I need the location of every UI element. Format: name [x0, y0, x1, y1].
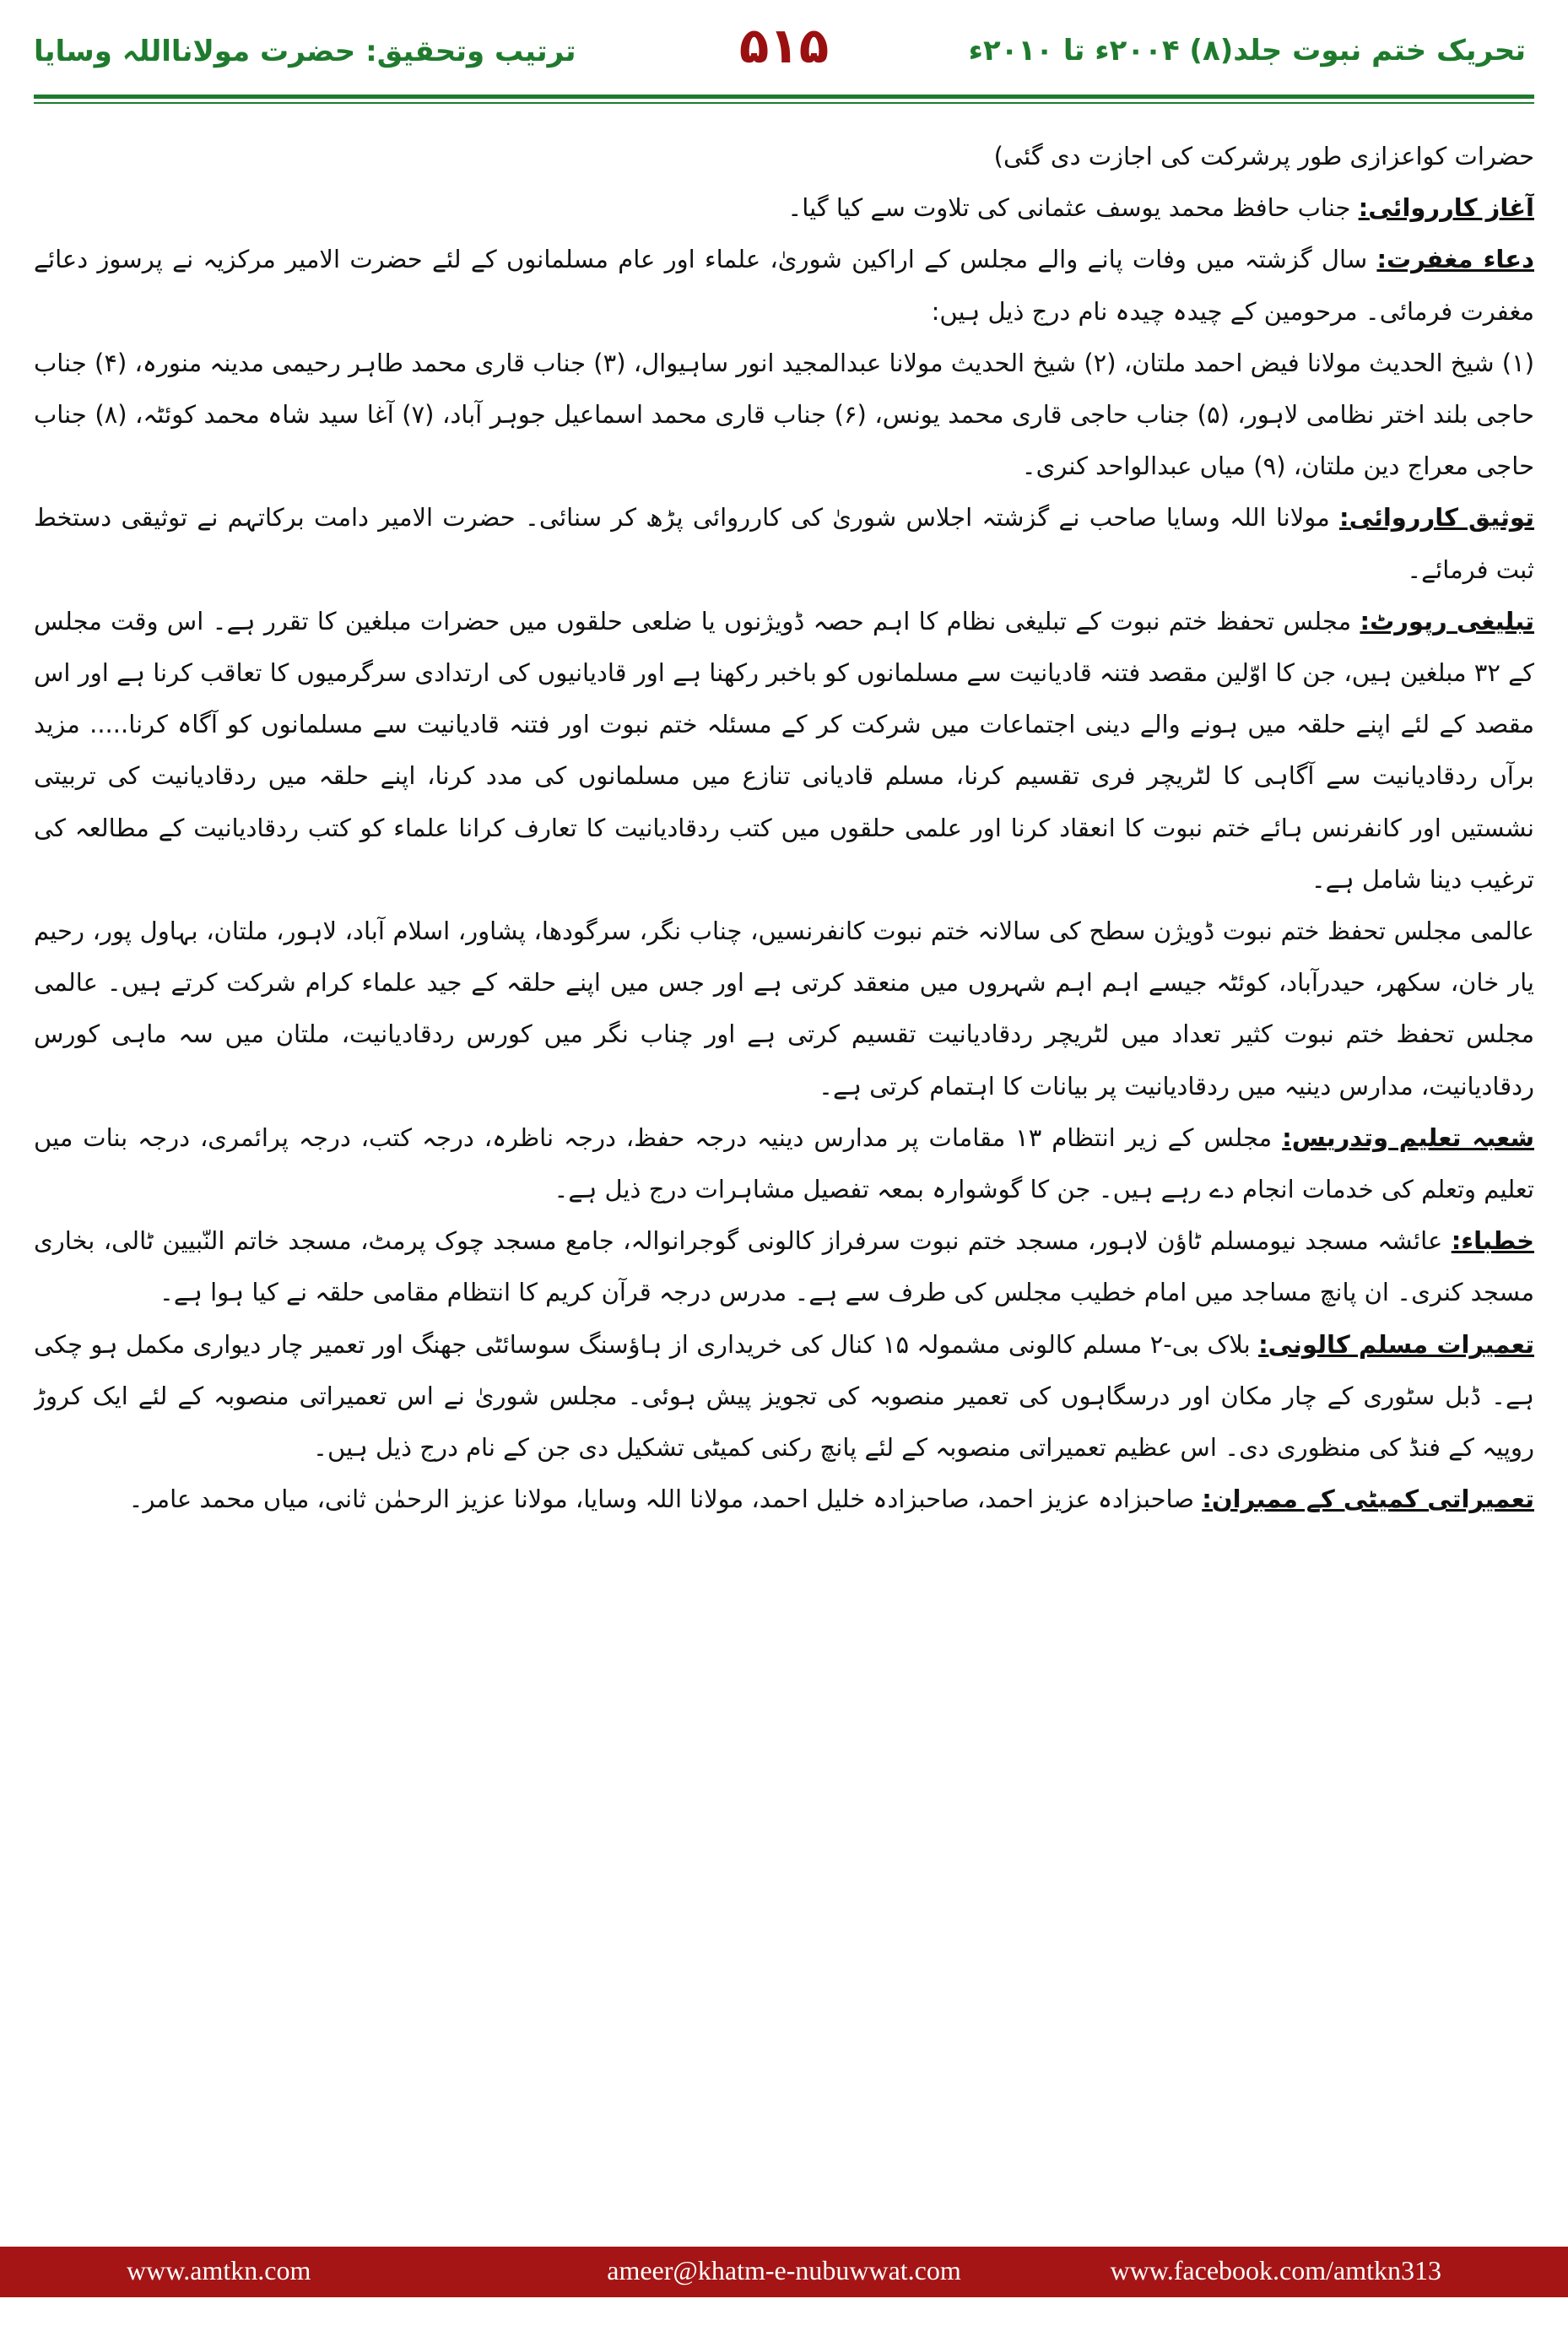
heading-confirmation: توثیق کارروائی: [1339, 503, 1534, 533]
paragraph-tablighi-report [34, 596, 1534, 906]
page-footer [0, 2247, 1568, 2297]
series-title: تحریک ختم نبوت جلد(۸) ۲۰۰۴ء تا ۲۰۱۰ء [968, 34, 1526, 68]
email-link[interactable]: ameer@khatm-e-nubuwwat.com [607, 2255, 961, 2285]
heading-tablighi-report: تبلیغی رپورٹ: [1360, 606, 1534, 636]
heading-prayer: دعاء مغفرت: [1376, 245, 1534, 274]
paragraph-deceased-list: (۱) شیخ الحدیث مولانا فیض احمد ملتان، (۲) شیخ الحدیث مولانا عبدالمجید انور ساہیوال، (۳) جناب قاری محمد طاہر رحیمی مدینہ منورہ، (۴) جناب حاجی بلند اختر نظامی لاہور، (۵) جناب حاجی قاری محمد یونس، (۶) جناب قاری محمد اسماعیل جوہر آباد، (۷) آغا سید شاہ محمد کوئٹہ، (۸) جناب حاجی معراج دین ملتان، (۹) میاں عبدالواحد کنری۔ [34, 348, 1534, 481]
text-opening: جناب حافظ محمد یوسف عثمانی کی تلاوت سے کیا گیا۔ [787, 193, 1359, 223]
paragraph-construction [34, 1319, 1534, 1474]
text-construction: بلاک بی-۲ مسلم کالونی مشمولہ ۱۵ کنال کی خریداری از ہاؤسنگ سوسائٹی جھنگ اور تعمیر چار دیواری مکمل ہو چکی ہے۔ ڈبل سٹوری کے چار مکان اور درسگاہوں کی تعمیر منصوبہ کی تجویز پیش ہوئی۔ مجلس شوریٰ نے اس تعمیراتی منصوبہ کے لئے ایک کروڑ روپیہ کے فنڈ کی منظوری دی۔ اس عظیم تعمیراتی منصوبہ کے لئے پانچ رکنی کمیٹی تشکیل دی جن کے نام درج ذیل ہیں۔ [34, 1329, 1534, 1463]
text-confirmation: مولانا اللہ وسایا صاحب نے گزشتہ اجلاس شوریٰ کی کارروائی پڑھ کر سنائی۔ حضرت الامیر دامت برکاتہم نے توثیقی دستخط ثبت فرمائے۔ [34, 503, 1534, 584]
text-education: مجلس کے زیر انتظام ۱۳ مقامات پر مدارس دینیہ درجہ حفظ، درجہ ناظرہ، درجہ کتب، درجہ پرائمری، درجہ بنات میں تعلیم وتعلم کی خدمات انجام دے رہے ہیں۔ جن کا گوشوارہ بمعہ تفصیل مشاہرات درج ذیل ہے۔ [34, 1122, 1534, 1204]
paragraph-khutaba [34, 1215, 1534, 1318]
paragraph-committee [34, 1474, 1534, 1525]
paragraph-opening [34, 182, 1534, 234]
paragraph-education [34, 1112, 1534, 1215]
facebook-link[interactable]: www.facebook.com/amtkn313 [1110, 2255, 1441, 2285]
paragraph-conferences: عالمی مجلس تحفظ ختم نبوت ڈویژن سطح کی سالانہ ختم نبوت کانفرنسیں، چناب نگر، سرگودھا، پشاور، اسلام آباد، لاہور، ملتان، بہاول پور، رحیم یار خان، سکھر، حیدرآباد، کوئٹہ جیسے اہم اہم شہروں میں منعقد کرتی ہے اور جس میں اپنے حلقہ کے جید علماء کرام شرکت کرتے ہیں۔ عالمی مجلس تحفظ ختم نبوت کثیر تعداد میں لٹریچر ردقادیانیت تقسیم کرتی ہے اور چناب نگر میں کورس ردقادیانیت، ملتان میں سہ ماہی کورس ردقادیانیت، مدارس دینیہ میں ردقادیانیت پر بیانات کا اہتمام کرتی ہے۔ [34, 917, 1534, 1101]
page-number: ۵۱۵ [738, 17, 830, 74]
heading-khutaba: خطباء: [1451, 1226, 1534, 1256]
text-khutaba: عائشہ مسجد نیومسلم ٹاؤن لاہور، مسجد ختم نبوت سرفراز کالونی گوجرانوالہ، جامع مسجد چوک پرمٹ، مسجد خاتم النّبیین ٹالی، بخاری مسجد کنری۔ ان پانچ مساجد میں امام خطیب مجلس کی طرف سے ہے۔ مدرس درجہ قرآن کریم کا انتظام مقامی حلقہ نے کیا ہوا ہے۔ [34, 1226, 1534, 1307]
text-tablighi-report: مجلس تحفظ ختم نبوت کے تبلیغی نظام کا اہم حصہ ڈویژنوں یا ضلعی حلقوں میں حضرات مبلغین کا تقرر ہے۔ اس وقت مجلس کے ۳۲ مبلغین ہیں، جن کا اوّلین مقصد فتنہ قادیانیت سے مسلمانوں کو باخبر رکھنا ہے اور قادیانیوں کی ارتدادی سرگرمیوں کا تعاقب کرنا ہے اور اس مقصد کے لئے اپنے حلقہ میں ہونے والے دینی اجتماعات میں شرکت کر کے مسئلہ ختم نبوت اور فتنہ قادیانیت سے مسلمانوں کو آگاہ کرنا..... مزید برآں ردقادیانیت سے آگاہی کا لٹریچر فری تقسیم کرنا، مسلم قادیانی تنازع میں مسلمانوں کی مدد کرنا، اپنے حلقہ میں ردقادیانیت کی تربیتی نشستیں اور کانفرنس ہائے ختم نبوت کا انعقاد کرنا اور علمی حلقوں میں کتب ردقادیانیت کا تعارف کرانا علماء کو کتب ردقادیانیت کے مطالعہ کی ترغیب دینا شامل ہے۔ [34, 606, 1534, 894]
heading-committee: تعمیراتی کمیٹی کے ممبران: [1202, 1485, 1534, 1514]
heading-education: شعبہ تعلیم وتدریس: [1282, 1122, 1534, 1152]
paragraph-confirmation [34, 492, 1534, 595]
heading-opening: آغاز کارروائی: [1358, 193, 1534, 223]
text-committee: صاحبزادہ عزیز احمد، صاحبزادہ خلیل احمد، مولانا اللہ وسایا، مولانا عزیز الرحمٰن ثانی، میاں محمد عامر۔ [128, 1485, 1203, 1514]
page-header [0, 0, 1568, 127]
paragraph-prayer [34, 234, 1534, 337]
header-rule [34, 95, 1534, 99]
text-prayer: سال گزشتہ میں وفات پانے والے مجلس کے اراکین شوریٰ، علماء اور عام مسلمانوں کے لئے حضرت الامیر مرکزیہ نے پرسوز دعائے مغفرت فرمائی۔ مرحومین کے چیدہ چیدہ نام درج ذیل ہیں: [34, 245, 1534, 326]
header-rule-thin [34, 102, 1534, 104]
website-link[interactable]: www.amtkn.com [127, 2255, 311, 2285]
page-body [34, 131, 1534, 2207]
compiler-credit: ترتیب وتحقیق: حضرت مولانااللہ وسایا [34, 35, 576, 68]
heading-construction: تعمیرات مسلم کالونی: [1258, 1329, 1534, 1359]
paragraph-permission: حضرات کواعزازی طور پرشرکت کی اجازت دی گئی) [993, 142, 1534, 170]
